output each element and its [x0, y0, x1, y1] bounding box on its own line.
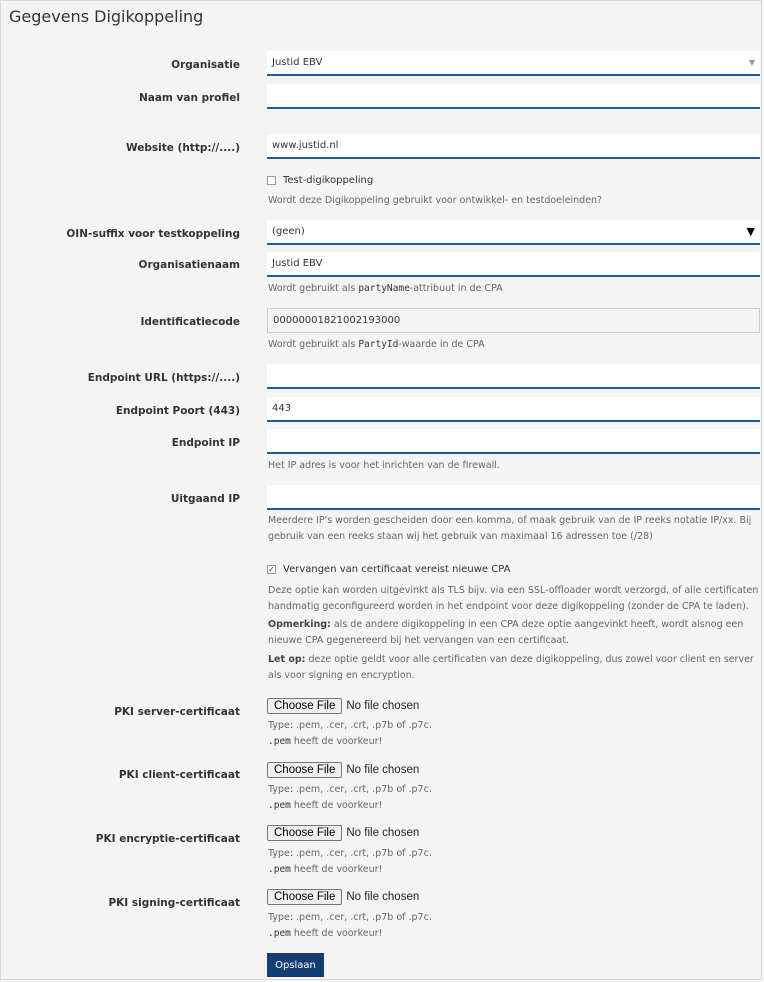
pki-encryptie-pem-note: .pem heeft de voorkeur!	[268, 864, 383, 875]
oin-suffix-label: OIN-suffix voor testkoppeling	[66, 228, 240, 240]
file-status: No file chosen	[346, 827, 420, 839]
profielnaam-label: Naam van profiel	[138, 92, 240, 104]
file-status: No file chosen	[346, 700, 420, 712]
test-digikoppeling-help: Wordt deze Digikoppeling gebruikt voor ontwikkel- en testdoeleinden?	[268, 195, 603, 206]
vervangen-certificaat-checkbox-row[interactable]	[267, 564, 510, 575]
pki-server-label: PKI server-certificaat	[114, 706, 240, 718]
chevron-down-icon: ▼	[746, 225, 755, 238]
pki-client-types: Type: .pem, .cer, .crt, .p7b of .p7c.	[268, 784, 432, 795]
test-digikoppeling-checkbox-row[interactable]	[267, 175, 373, 186]
identificatiecode-help: Wordt gebruikt als PartyId-waarde in de CPA	[268, 339, 485, 350]
pki-server-types: Type: .pem, .cer, .crt, .p7b of .p7c.	[268, 720, 432, 731]
uitgaand-ip-input[interactable]	[267, 485, 760, 510]
endpoint-ip-help: Het IP adres is voor het inrichten van de firewall.	[268, 460, 500, 471]
pki-signing-file-input[interactable]	[267, 889, 419, 905]
page-title: Gegevens Digikoppeling	[9, 7, 204, 26]
pki-client-pem-note: .pem heeft de voorkeur!	[268, 800, 383, 811]
pki-server-pem-note: .pem heeft de voorkeur!	[268, 736, 383, 747]
endpoint-ip-label: Endpoint IP	[171, 437, 240, 449]
pki-encryptie-file-input[interactable]	[267, 825, 419, 841]
oin-suffix-value: (geen)	[272, 226, 305, 237]
organisatienaam-input[interactable]	[267, 252, 760, 277]
choose-file-button[interactable]: Choose File	[267, 698, 342, 714]
endpoint-poort-input[interactable]	[267, 397, 760, 422]
pki-signing-label: PKI signing-certificaat	[108, 897, 240, 909]
organisatienaam-label: Organisatienaam	[138, 259, 240, 271]
choose-file-button[interactable]: Choose File	[267, 889, 342, 905]
endpoint-url-label: Endpoint URL (https://....)	[87, 372, 240, 384]
pki-server-file-input[interactable]	[267, 698, 419, 714]
organisatie-value: Justid EBV	[272, 57, 323, 68]
endpoint-poort-value: 443	[272, 403, 292, 414]
file-status: No file chosen	[346, 764, 420, 776]
save-button[interactable]: Opslaan	[267, 953, 324, 977]
vervangen-certificaat-label: Vervangen van certificaat vereist nieuwe CPA	[283, 564, 511, 575]
vervangen-certificaat-help: Deze optie kan worden uitgevinkt als TLS bijv. via een SSL-offloader wordt verzorgd, of alle certificaten handmatig geconfigureerd worden in het endpoint voor deze digikoppeling (zonder de CPA te laden).	[268, 585, 759, 612]
uitgaand-ip-label: Uitgaand IP	[170, 493, 240, 505]
pki-signing-pem-note: .pem heeft de voorkeur!	[268, 928, 383, 939]
endpoint-url-input[interactable]	[267, 364, 760, 389]
uitgaand-ip-help: Meerdere IP's worden gescheiden door een komma, of maak gebruik van de IP reeks notatie IP/xx. Bij gebruik van een reeks staan wij het gebruik van maximaal 16 adressen toe (/28)	[268, 515, 752, 542]
website-label: Website (http://....)	[126, 142, 240, 154]
organisatie-select[interactable]	[267, 51, 760, 76]
website-input[interactable]	[267, 134, 760, 159]
oin-suffix-select[interactable]	[267, 220, 760, 245]
choose-file-button[interactable]: Choose File	[267, 762, 342, 778]
test-digikoppeling-label: Test-digikoppeling	[283, 175, 374, 186]
test-digikoppeling-checkbox[interactable]	[267, 176, 276, 185]
organisatienaam-help: Wordt gebruikt als partyName-attribuut in de CPA	[268, 283, 503, 294]
profielnaam-input[interactable]	[267, 84, 760, 109]
let-op-help: Let op: deze optie geldt voor alle certificaten van deze digikoppeling, dus zowel voor client en server als voor signing en encryption.	[268, 654, 754, 681]
identificatiecode-label: Identificatiecode	[140, 316, 240, 328]
organisatienaam-value: Justid EBV	[272, 258, 323, 269]
opmerking-help: Opmerking: als de andere digikoppeling in een CPA deze optie aangevinkt heeft, wordt alsnog een nieuwe CPA gegenereerd bij het vervangen van een certificaat.	[268, 619, 744, 646]
vervangen-certificaat-checkbox[interactable]: ✓	[268, 564, 275, 574]
pki-client-label: PKI client-certificaat	[118, 769, 240, 781]
file-status: No file chosen	[346, 891, 420, 903]
pki-encryptie-types: Type: .pem, .cer, .crt, .p7b of .p7c.	[268, 848, 432, 859]
endpoint-poort-label: Endpoint Poort (443)	[115, 405, 240, 417]
choose-file-button[interactable]: Choose File	[267, 825, 342, 841]
website-value: www.justid.nl	[272, 140, 339, 151]
identificatiecode-value: 00000001821002193000	[273, 315, 401, 326]
pki-client-file-input[interactable]	[267, 762, 419, 778]
endpoint-ip-input[interactable]	[267, 429, 760, 454]
chevron-down-icon: ▼	[748, 58, 755, 67]
identificatiecode-input	[267, 308, 760, 333]
organisatie-label: Organisatie	[171, 59, 240, 71]
pki-signing-types: Type: .pem, .cer, .crt, .p7b of .p7c.	[268, 912, 432, 923]
pki-encryptie-label: PKI encryptie-certificaat	[95, 833, 240, 845]
